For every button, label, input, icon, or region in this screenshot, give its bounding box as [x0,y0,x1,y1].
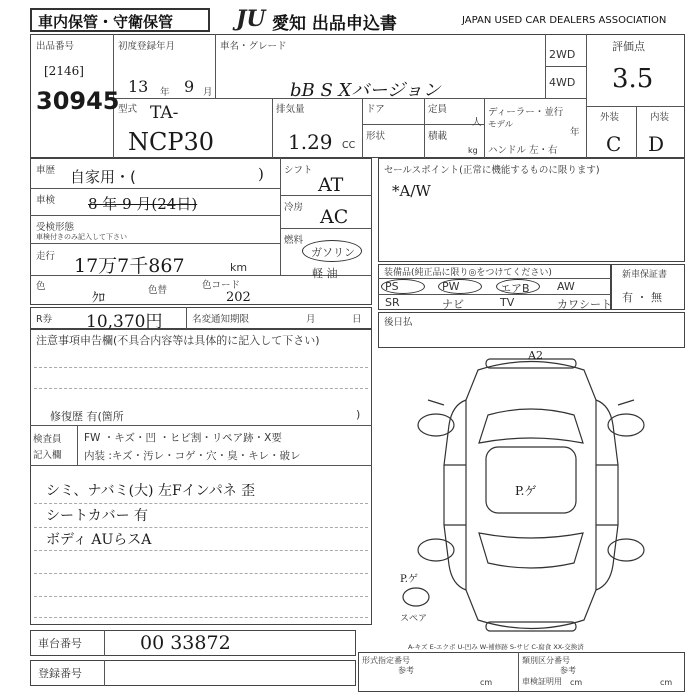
equipment-item: SR [385,296,400,309]
color-code-value: 202 [226,290,251,305]
mileage-value: 17万7千867 [74,255,185,277]
tag-4wd: 4WD [549,76,576,89]
name-value: bB S Xバージョン [290,80,441,101]
color-label: 色 [36,281,46,292]
repaint-label: 色替 [148,285,168,296]
sales-point-value: *A/W [392,182,431,200]
year-mark: 年 [160,87,170,98]
mileage-label: 走行 [36,251,56,262]
association-name: JAPAN USED CAR DEALERS ASSOCIATION [462,15,667,26]
notes-frame [30,329,372,625]
model-prefix: TA- [150,103,179,123]
inspector-label-2: 記入欄 [33,450,62,461]
notice-day: 日 [352,314,362,325]
first-reg-month: 9 [184,77,195,96]
after-delivery-label: 後日払 [384,317,413,328]
spare-label: スペア [400,614,428,624]
month-mark: 月 [203,87,213,98]
equipment-circle [496,279,540,294]
equipment-label: 装備品(純正品に限り◎をつけてください) [384,268,552,278]
cm-unit-3: cm [660,678,673,687]
color-value: ｸﾛ [92,291,105,306]
equipment-item: TV [500,296,515,309]
equipment-circle [438,279,482,294]
model-year-unit: 年 [570,127,580,138]
shift-label: シフト [284,165,313,176]
ac-value: AC [320,206,349,228]
first-reg-label: 初度登録年月 [118,41,176,52]
equipment-item: ナビ [442,298,464,311]
cc-unit: CC [342,140,356,151]
notes-header: 注意事項申告欄(不具合内容等は具体的に記入して下さい) [36,334,320,347]
fuel-gas: ガソリン [311,246,355,259]
class-no-label: 類別区分番号 [522,656,570,665]
handle-label: ハンドル 左・右 [488,145,558,156]
interior-value: D [648,132,665,156]
storage-badge: 車内保管・守衛保管 [38,13,174,31]
inspection-value: 8 年 9 月(24日) [88,195,198,213]
name-label: 車名・グレード [220,41,287,52]
displacement-value: 1.29 [288,130,333,154]
notice-month: 月 [306,314,316,325]
inspector-label-1: 検査員 [33,434,62,445]
grade-label: 評価点 [612,40,645,53]
equipment-item: カワシート [557,298,612,311]
recycle-label: R券 [36,314,53,325]
km-unit: km [230,261,248,274]
reception-note: 車検付きのみ記入して下さい [36,233,127,241]
inspector-line-1: FW ・キズ・凹 ・ヒビ割・リペア跡・X要 [84,432,282,444]
model-label: 型式 [118,104,138,115]
fuel-label: 燃料 [284,235,304,246]
shape-label: 形状 [366,131,386,142]
chassis-label: 車台番号 [38,637,82,650]
lot-label: 出品番号 [36,41,75,52]
capacity-unit: 人 [472,117,482,128]
after-delivery-box [378,312,685,348]
shift-value: AT [318,174,344,196]
model-code: NCP30 [128,128,215,156]
history-label: 車歴 [36,165,56,176]
equipment-circle [381,279,425,294]
inspector-line-2: 内装 :キズ・汚レ・コゲ・穴・臭・キレ・破レ [84,450,301,462]
diagram-center-mark: P.ゲ [515,484,537,498]
inspector-note-1: シミ、ナバミ(大) 左Fインパネ 歪 [46,483,256,499]
form-title: 愛知 出品申込書 [272,14,397,34]
warranty-label: 新車保証書 [622,270,668,280]
type-no-label: 形式指定番号 [362,656,410,665]
inspector-note-2: シートカバー 有 [46,508,149,524]
cert-label: 車検証明用 [522,677,562,686]
chassis-value: 00 33872 [140,632,231,654]
equipment-item: PS [385,280,399,293]
notice-label: 名変通知期限 [192,314,250,325]
tag-2wd: 2WD [549,48,576,61]
exterior-value: C [606,132,622,156]
dealer-label: ディーラー・並行 [488,107,564,118]
displacement-label: 排気量 [276,104,305,115]
inspector-note-3: ボディ AUらスA [46,532,152,548]
lot-small: [2146] [44,64,84,78]
repair-close: ) [356,408,361,421]
cm-unit-2: cm [570,678,583,687]
diagram-lower-left-mark: P.ゲ [400,574,418,585]
recycle-value: 10,370円 [86,312,163,332]
inspection-label: 車検 [36,195,56,206]
ref-label-1: 参考 [398,666,414,675]
warranty-options: 有 ・ 無 [622,291,662,304]
grade-value: 3.5 [612,64,654,94]
history-close: ) [258,165,264,183]
model-year-label: モデル [488,120,514,130]
lot-number: 30945 [36,87,120,115]
first-reg-year: 13 [128,77,149,96]
interior-label: 内装 [650,112,670,123]
color-code-label: 色コード [202,280,241,291]
reception-label: 受検形態 [36,222,75,233]
exterior-label: 外装 [600,112,620,123]
ac-label: 冷房 [284,202,304,213]
ju-logo: JU [236,6,266,32]
damage-legend: A-キズ E-エクボ U-凹み W-補修跡 S-サビ C-腐食 XX-交換済 [408,643,584,651]
cm-unit-1: cm [480,678,493,687]
door-label: ドア [366,104,385,115]
load-label: 積載 [428,131,448,142]
equipment-item: PW [442,280,460,293]
ref-label-2: 参考 [560,666,576,675]
repair-history: 修復歴 有(箇所 [50,410,124,423]
kg-unit: kg [468,146,478,155]
reg-label: 登録番号 [38,667,82,680]
fuel-diesel: 軽 油 [312,267,338,280]
equipment-item: AW [557,280,575,293]
capacity-label: 定員 [428,104,448,115]
diagram-top-mark: A2 [528,349,543,362]
history-value: 自家用・( [70,168,136,186]
equipment-item: エアB [500,282,530,295]
sales-point-label: セールスポイント(正常に機能するものに限ります) [384,165,600,176]
